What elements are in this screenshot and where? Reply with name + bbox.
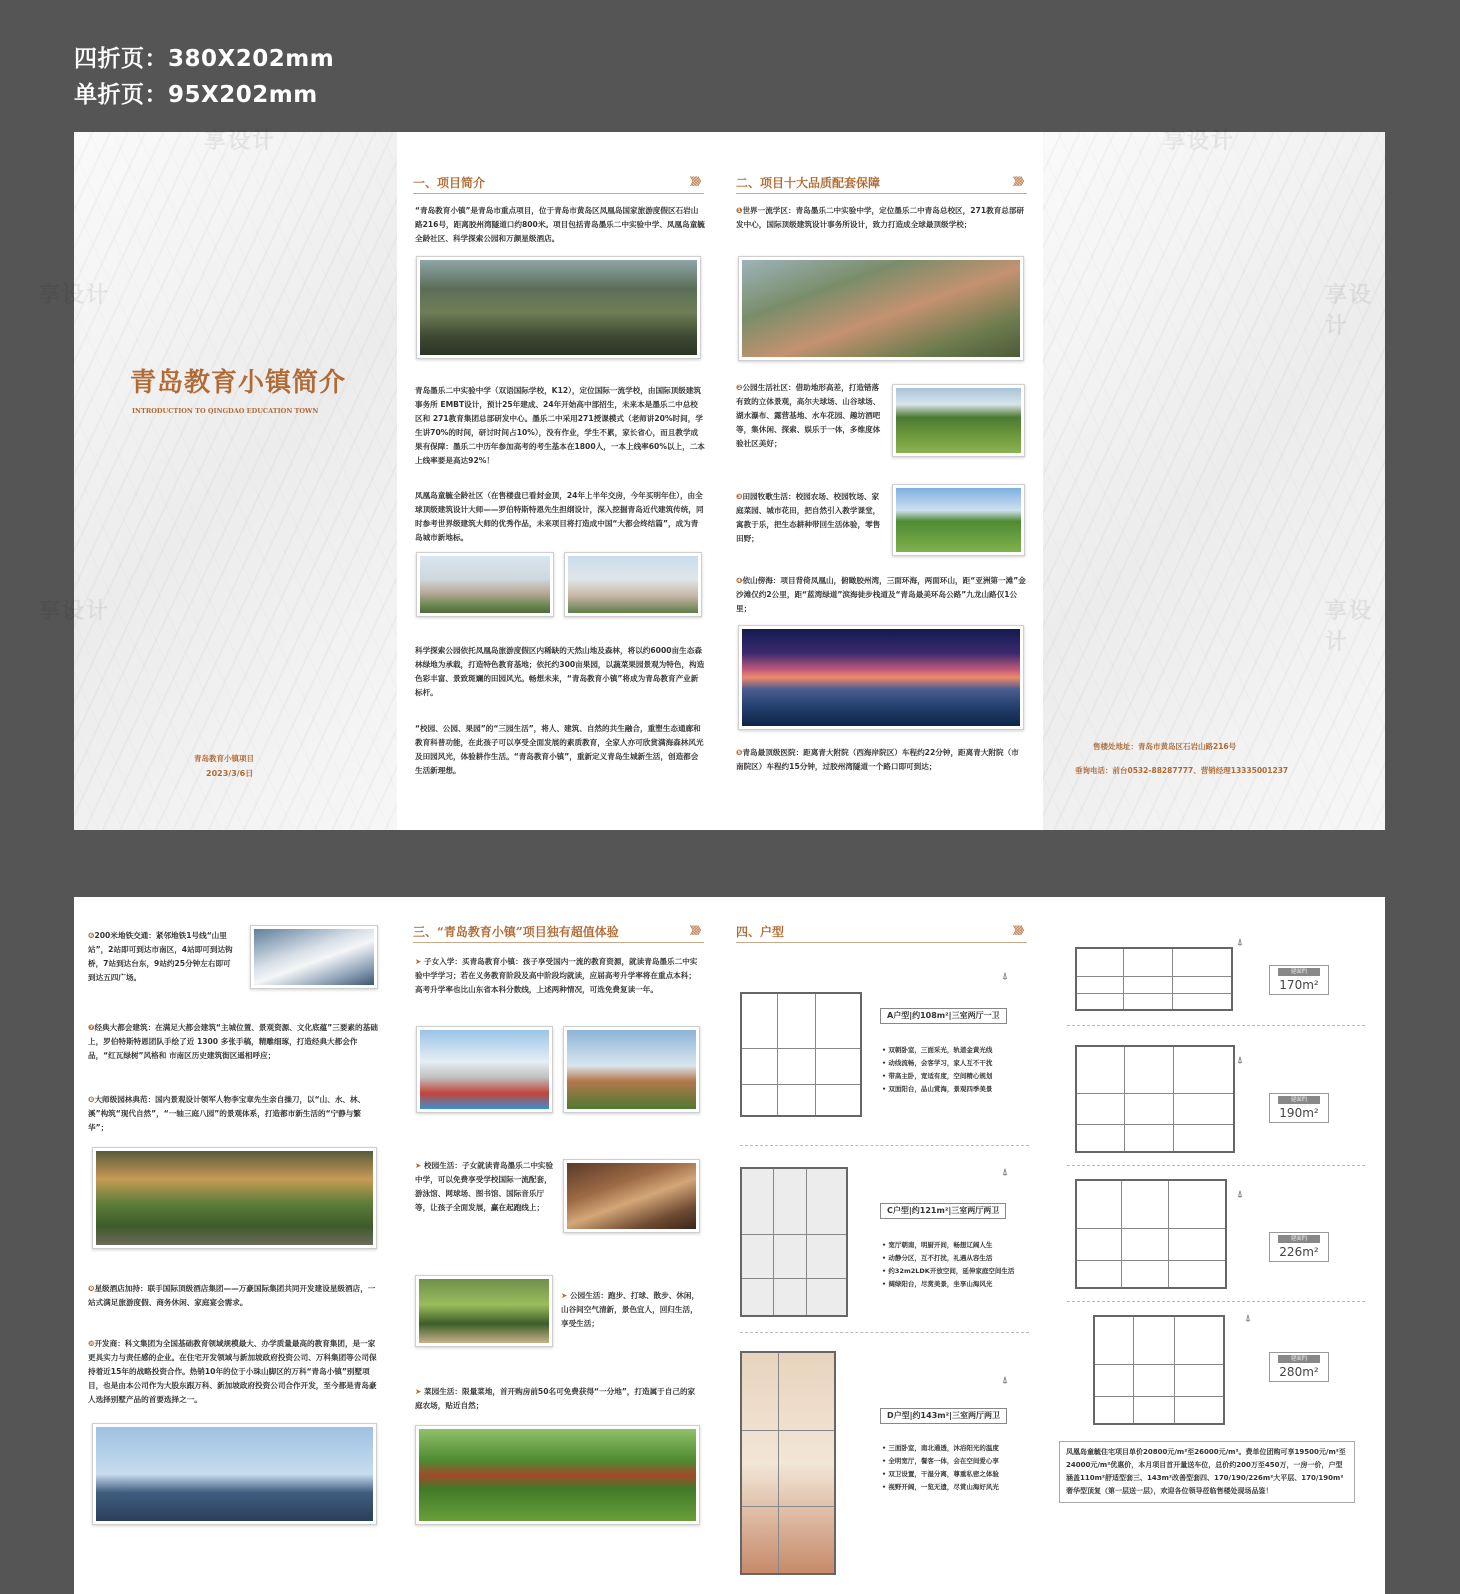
feature-item: ❷公园生活社区：借助地形高差，打造错落有致的立体景观，高尔夫球场、山谷球场、湖水瀑布、露营基地、水车花园、趣坊酒吧等，集休闲、探索、娱乐于一体，多维度体验社区美好； xyxy=(736,383,881,448)
floorplan-190 xyxy=(1075,1045,1235,1153)
feature-item: ❶世界一流学区：青岛墨乐二中实验中学，定位墨乐二中青岛总校区，271教育总部研发中心，国际顶级建筑设计事务所设计，致力打造成全球最顶级学校； xyxy=(736,206,1025,229)
watermark: 享设计 xyxy=(38,283,111,308)
library-photo xyxy=(563,1159,700,1233)
section-header xyxy=(736,172,1027,194)
amenities-panel xyxy=(74,897,397,1594)
feature-item: ❺青岛最顶级医院：距离青大附院（西海岸院区）车程约22分钟，距离青大附院（市南院区）车程约15分钟，过胶州湾隧道一个路口即可到达； xyxy=(736,748,1019,771)
compass-icon: ⍋ xyxy=(1245,1313,1251,1324)
intro-paragraph: “青岛教育小镇”是青岛市重点项目，位于青岛市黄岛区凤凰岛国家旅游度假区石岩山路216号，距离胶州湾隧道口约800米。项目包括青岛墨乐二中实验中学、凤凰岛童毓全龄社区、科学探索公园和万颜星级酒店。 xyxy=(415,206,705,243)
aerial-photo xyxy=(416,256,701,359)
floorplan-280 xyxy=(1093,1315,1225,1425)
chevrons-icon: 》》》 xyxy=(1013,926,1027,937)
tower-photo xyxy=(564,552,702,617)
arrow-icon: ➤ xyxy=(415,1161,425,1170)
floorplan-c xyxy=(740,1167,848,1317)
chevrons-icon: 》》》 xyxy=(690,926,704,937)
arrow-icon: ➤ xyxy=(561,1291,571,1300)
divider xyxy=(740,1332,1029,1333)
orchard-photo xyxy=(415,1425,700,1525)
unit-type-tag: C户型|约121m²|三室两厅两卫 xyxy=(880,1203,1006,1219)
park-photo xyxy=(892,384,1025,457)
unit-features: • 宽厅朝南，明厨开间，畅想辽阔人生 • 动静分区，互不打扰，礼遇从容生活 • 约32m2LDK开放空间，延伸家庭空间生活 • 阔绿阳台，尽赏美景，坐享山海风光 xyxy=(882,1241,1015,1288)
campus-photo xyxy=(738,256,1024,361)
back-cover-panel xyxy=(1043,129,1385,830)
amenity-item: ❻200米地铁交通：紧邻地铁1号线“山里站”，2站即可到达市南区，4站即可到达钩桥，7站到达台东，9站约25分钟左右即可到达五四广场。 xyxy=(88,931,233,982)
city-skyline-photo xyxy=(92,1423,377,1525)
compass-icon: ⍋ xyxy=(1002,1167,1008,1178)
amenity-item: ❿开发商：科文集团为全国基础教育领域规模最大、办学质量最高的教育集团，是一家更具实力与责任感的企业。在住宅开发领域与新加坡政府投资公司、万科集团等公司保持着近15年的战略投资合作。热销10年的位于小珠山脚区的万科“青岛小镇”别墅项目，也是由本公司作为大股东跟万科、新加坡政府投资公司合作开发，至今都是青岛豪人选择别墅产品的首要选择之一。 xyxy=(88,1339,377,1404)
watermark: 享设计 xyxy=(1325,283,1374,339)
sales-phone: 垂询电话：前台0532-88287777、营销经理13335001237 xyxy=(1075,766,1289,775)
compass-icon: ⍋ xyxy=(1237,1189,1243,1200)
feature-item: ❹依山傍海：项目背倚凤凰山，俯瞰胶州湾，三面环海，两面环山，距“亚洲第一滩”金沙滩仅约2公里，距“蓝湾绿道”滨海徒步栈道及“青岛最美环岛公路”九龙山路仅1公里； xyxy=(736,576,1026,613)
school-building-photo xyxy=(563,1026,700,1113)
cover-date: 2023/3/6日 xyxy=(206,769,254,778)
tower-photo xyxy=(416,552,554,617)
floorplan-a xyxy=(740,992,862,1117)
chevrons-icon: 》》》 xyxy=(690,177,704,188)
floorplans-panel xyxy=(720,897,1043,1594)
farm-photo xyxy=(892,484,1025,556)
feature-item: ❸田园牧歌生活：校园农场、校园牧场、家庭菜园、城市花田，把自然引入教学课堂，寓教于乐，把生态耕种带回生活体验，零售田野； xyxy=(736,492,881,543)
section-title: 二、项目十大品质配套保障 xyxy=(736,176,881,190)
features-panel xyxy=(720,132,1043,830)
area-badge: 建面约 226m² xyxy=(1269,1232,1329,1262)
park-paragraph: 科学探索公园依托凤凰岛旅游度假区内稀缺的天然山地及森林，将以约6000亩生态森林绿地为承载，打造特色教育基地；依托约300亩果园，以蔬菜果园景观为特色，构造色彩丰富、景致斑斓的田园风光。畅想未来，“青岛教育小镇”将成为青岛教育产业新标杆。 xyxy=(415,646,705,697)
brochure-inside-sheet xyxy=(74,897,1385,1594)
section-header xyxy=(413,172,704,194)
watermark: 享设计 xyxy=(1163,129,1236,154)
divider xyxy=(740,1145,1029,1146)
cover-panel xyxy=(38,129,397,830)
arrow-icon: ➤ xyxy=(415,1387,425,1396)
spec-single-size: 单折页：95X202mm xyxy=(74,82,318,108)
cover-subtitle: INTRODUCTION TO QINGDAO EDUCATION TOWN xyxy=(132,407,319,415)
experience-panel xyxy=(397,897,720,1594)
sales-address: 售楼处地址：青岛市黄岛区石岩山路216号 xyxy=(1093,742,1237,751)
divider xyxy=(1067,1301,1365,1302)
area-badge: 建面约 190m² xyxy=(1269,1093,1329,1123)
floorplan-226 xyxy=(1075,1179,1227,1289)
divider xyxy=(1067,1025,1365,1026)
experience-item: ➤ 菜园生活：限量菜地，首开购房前50名可免费获得“一分地”，打造属于自己的家庭农场，贴近自然； xyxy=(415,1387,696,1410)
watermark: 享设计 xyxy=(204,129,277,154)
divider xyxy=(1067,1165,1365,1166)
school-paragraph: 青岛墨乐二中实验中学（双语国际学校，K12），定位国际一流学校，由国际顶级建筑事务所 EMBT设计，预计25年建成、24年开始高中部招生，未来本是墨乐二中总校区和 271教育集团总部研发中心。墨乐二中采用271授课模式（老师讲20%时间，学生讲70%的时间，研讨时间占10%），没有作业，学生不累，家长省心，而且教学成果有保障：墨乐二中历年参加高考的考生基本在1800人，一本上线率60%以上，二本上线率要是高达92%！ xyxy=(415,386,705,465)
cover-project: 青岛教育小镇项目 xyxy=(194,754,254,763)
section-header xyxy=(413,921,704,943)
amenity-item: ❼经典大都会建筑：在满足大都会建筑“主城位置、景观资源、文化底蕴”三要素的基础上，罗伯特斯特恩团队手绘了近 1300 多张手稿，精雕细琢，打造经典大都会作品，“红瓦绿树”风格和 市南区历史建筑街区遥相呼应； xyxy=(88,1023,378,1060)
garden-photo xyxy=(92,1147,377,1249)
floorplan-d xyxy=(740,1351,836,1575)
compass-icon: ⍋ xyxy=(1002,1375,1008,1386)
running-photo xyxy=(415,1275,553,1347)
section-title: 三、“青岛教育小镇”项目独有超值体验 xyxy=(413,925,619,939)
experience-item: ➤ 校园生活：子女就读青岛墨乐二中实验中学，可以免费享受学校国际一流配套，游泳馆、网球场、图书馆、国际音乐厅等，让孩子全面发展，赢在起跑线上； xyxy=(415,1161,554,1212)
three-gardens-paragraph: “校园、公园、果园”的“三园生活”，将人、建筑、自然的共生融合，重塑生态通廊和教育科普功能，在此孩子可以享受全面发展的素质教育，全家人亦可欣赏满海森林风光及田园风光，体验耕作生活。“青岛教育小镇”，重新定义青岛生城新生活，创造都会生活新理想。 xyxy=(415,724,704,775)
unit-type-tag: D户型|约143m²|三室两厅两卫 xyxy=(880,1408,1007,1424)
floorplan-170 xyxy=(1075,947,1233,1011)
sports-track-photo xyxy=(416,1026,553,1113)
amenity-item: ❾星级酒店加持：联手国际顶级酒店集团——万豪国际集团共同开发建设星级酒店，一站式满足旅游度假、商务休闲、家庭宴会需求。 xyxy=(88,1284,376,1307)
unit-type-tag: A户型|约108m²|三室两厅一卫 xyxy=(880,1008,1007,1024)
area-badge: 建面约 280m² xyxy=(1269,1352,1329,1382)
experience-item: ➤ 公园生活：跑步、打球、散步、休闲，山谷间空气清新，景色宜人，回归生活，享受生活； xyxy=(561,1291,700,1328)
cover-title: 青岛教育小镇简介 xyxy=(130,368,347,398)
chevrons-icon: 》》》 xyxy=(1013,177,1027,188)
large-units-panel xyxy=(1043,897,1385,1594)
watermark: 享设计 xyxy=(1325,599,1374,655)
price-note: 凤凰岛童毓住宅项目单价20800元/m²至26000元/m²。费单位团购可享19500元/m²至24000元/m²优惠价，本月项目首开量送车位，总价约200万至450万，一房一价，户型涵盖110m²舒适型套三、143m²改善型套四、170/190/226m²大平层、170/190m²奢华型顶复（第一层送一层），欢迎各位领导莅临售楼处现场品鉴！ xyxy=(1059,1441,1355,1503)
compass-icon: ⍋ xyxy=(1237,937,1243,948)
arrow-icon: ➤ xyxy=(415,957,425,966)
train-photo xyxy=(250,925,378,989)
community-paragraph: 凤凰岛童毓全龄社区（在售楼盘已看封金顶，24年上半年交房，今年买明年住），由全球顶级建筑设计大师——罗伯特斯特恩先生担纲设计，深入挖掘青岛近代建筑传统，同时参考世界级建筑大师的优秀作品，未来项目将打造成中国“大都会终结篇”，成为青岛城市新地标。 xyxy=(415,491,704,542)
experience-item: ➤ 子女入学：买青岛教育小镇：孩子享受国内一流的教育资源，就读青岛墨乐二中实验中学学习；若在义务教育阶段及高中阶段均就读，应届高考升学率将在重点本科；高考升学率也比山东省本科分数线，上述两种情况，可选免费复读一年。 xyxy=(415,957,698,994)
coast-photo xyxy=(738,625,1024,730)
compass-icon: ⍋ xyxy=(1002,971,1008,982)
unit-features: • 三面卧室，南北通透，沐浴阳光的温度 • 全明宽厅，餐客一体，会在空间爱心享 • 双卫设置，干湿分离，尊重私密之体验 • 视野开阔，一览无遗，尽赏山海好风光 xyxy=(882,1444,999,1491)
section-title: 一、项目简介 xyxy=(413,176,486,190)
compass-icon: ⍋ xyxy=(1237,1055,1243,1066)
area-badge: 建面约 170m² xyxy=(1269,965,1329,995)
unit-features: • 双朝卧室，三面采光，轨道金黄光线 • 动线流畅，会客学习，家人互不干扰 • 带高主卧，宽适有度，空间精心规划 • 双面阳台，品山赏海，景观四季美景 xyxy=(882,1046,993,1093)
section-title: 四、户型 xyxy=(736,925,785,939)
amenity-item: ❽大师级园林典范：国内景观设计领军人物李宝章先生亲自操刀，以“山、水、林、溪”构筑“现代自然”，“一轴三庭八园”的景观体系，打造都市新生活的“宁静与繁华”； xyxy=(88,1095,366,1132)
watermark: 享设计 xyxy=(38,599,111,624)
intro-panel xyxy=(397,132,720,830)
section-header xyxy=(736,921,1027,943)
brochure-outside-sheet xyxy=(38,129,1385,830)
spec-fold-size: 四折页：380X202mm xyxy=(74,46,335,72)
